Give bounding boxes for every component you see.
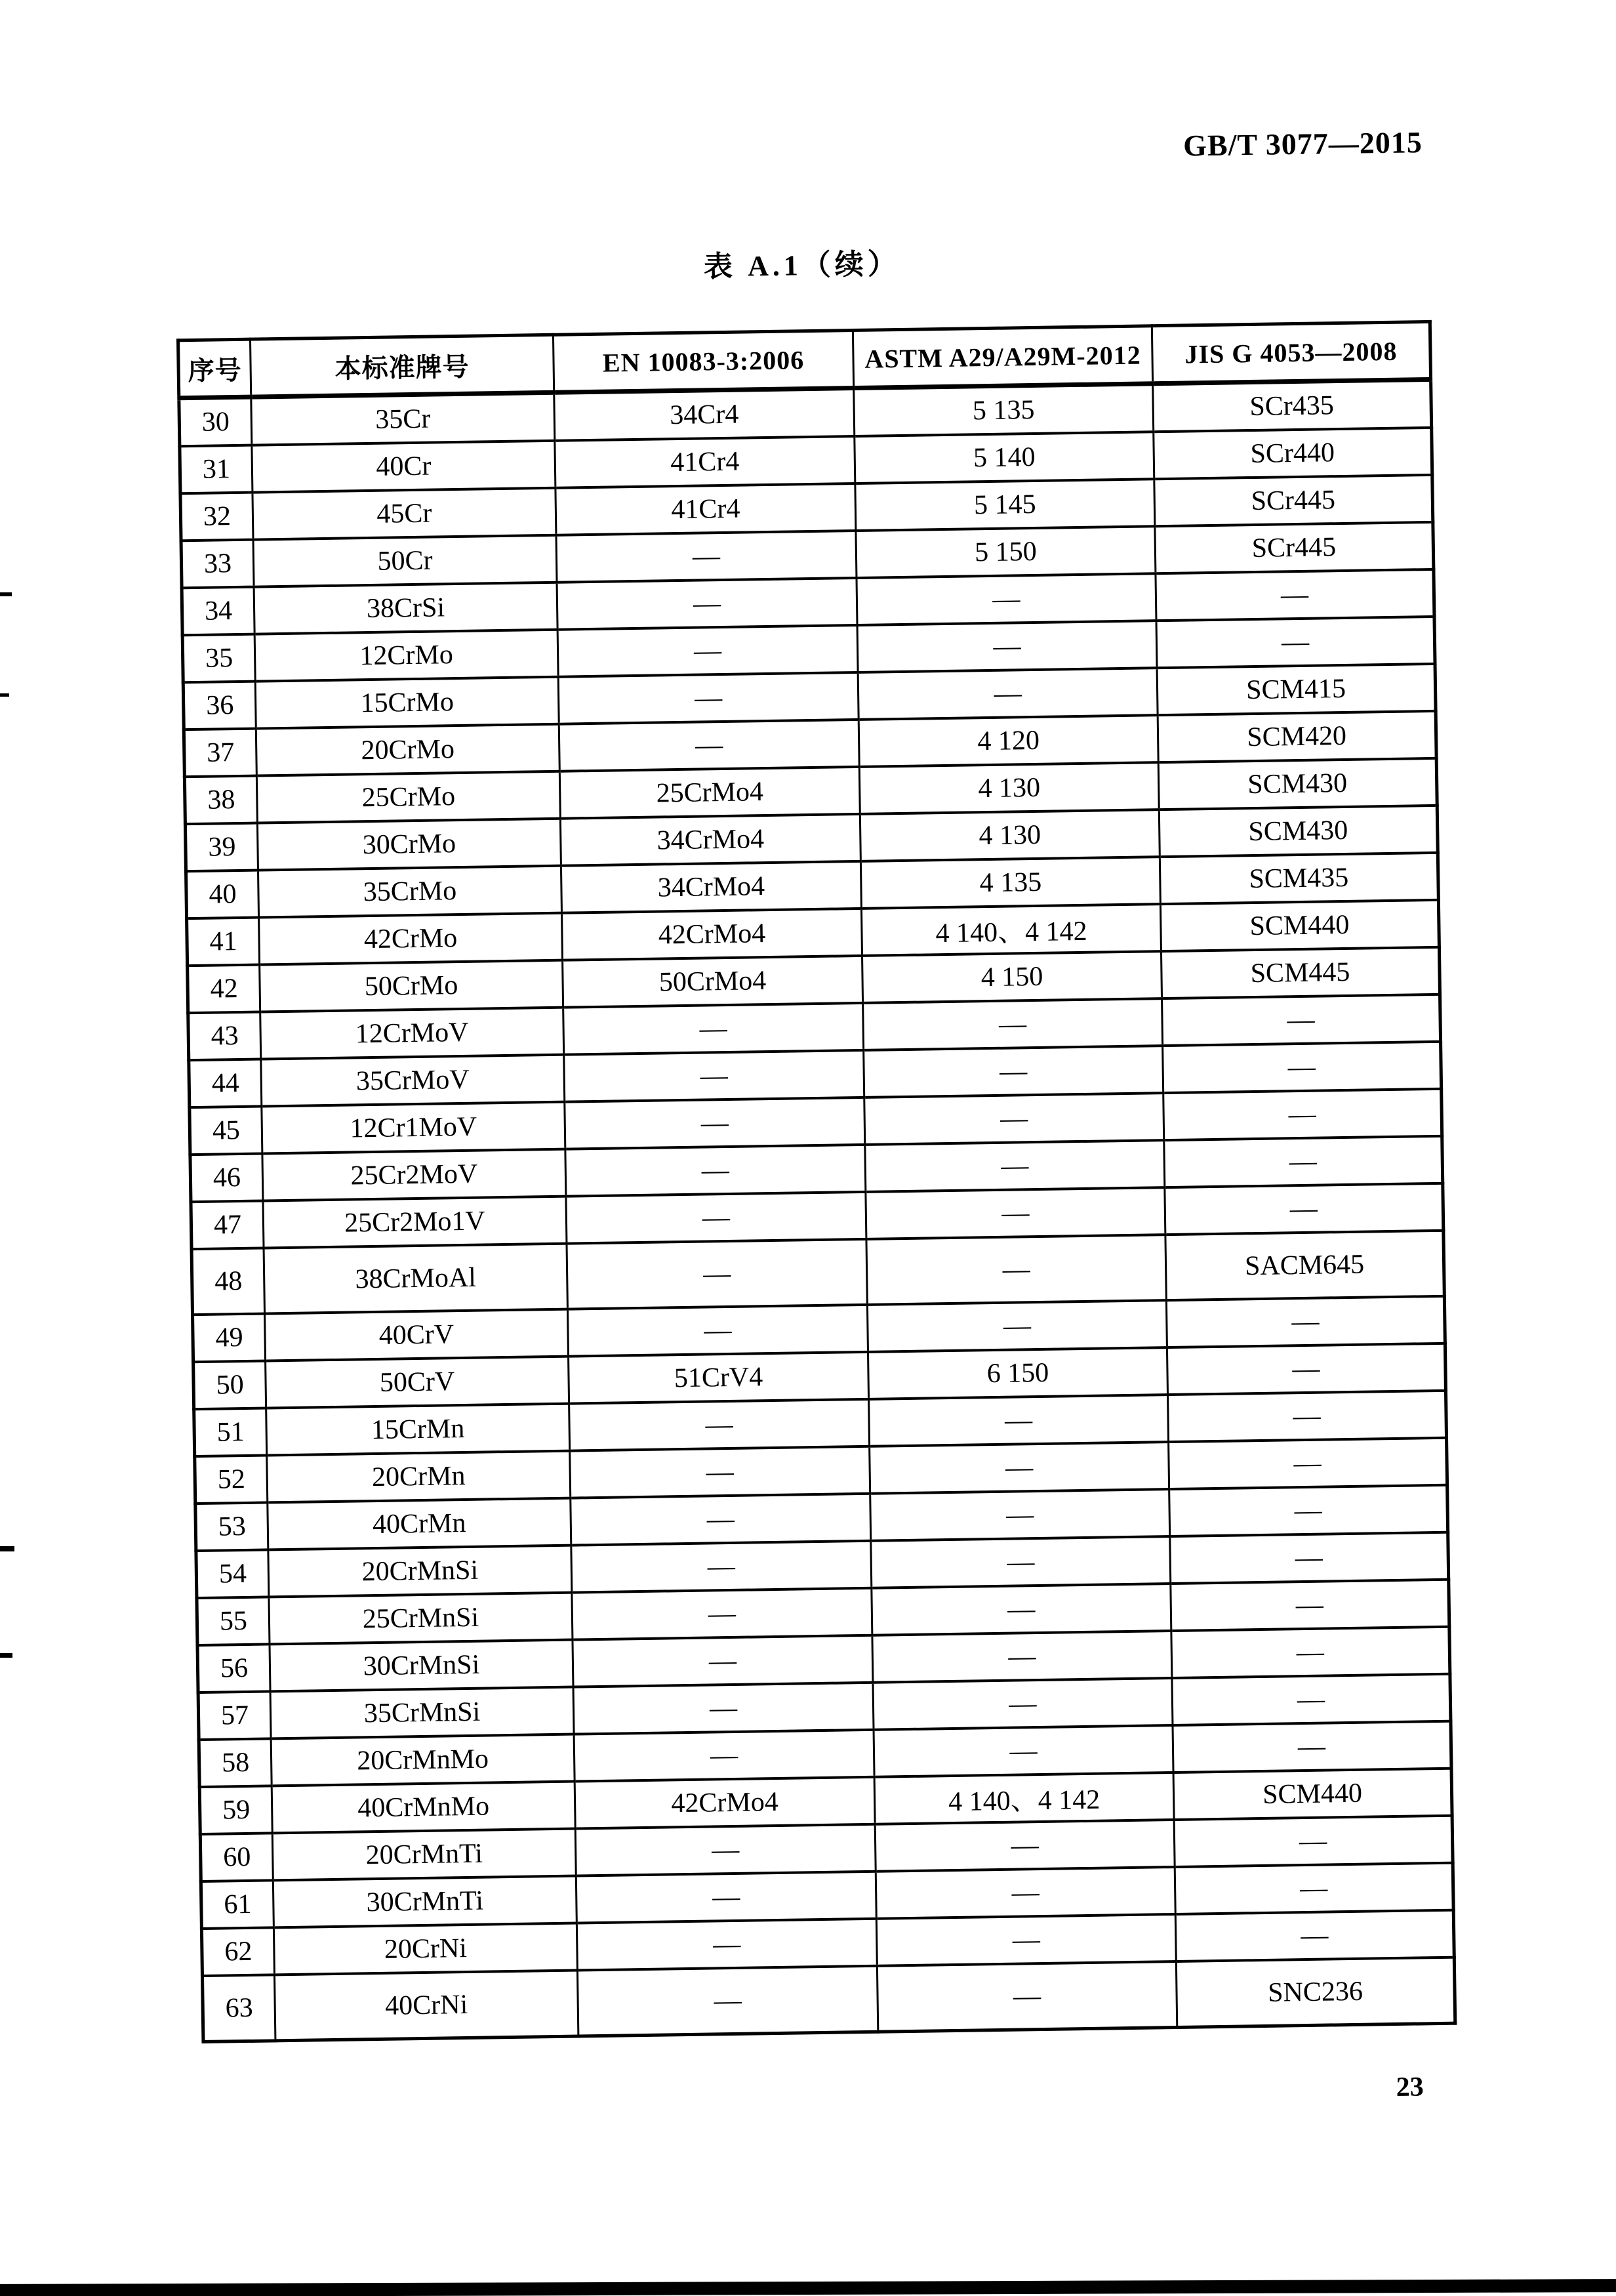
grade-cell: 12Cr1MoV xyxy=(262,1102,565,1154)
grade-cell: 5 150 xyxy=(856,526,1156,578)
grade-cell: SCr440 xyxy=(1154,428,1432,479)
grade-cell: — xyxy=(876,1867,1175,1919)
row-index-cell: 45 xyxy=(190,1107,262,1155)
grade-cell: SCr445 xyxy=(1155,522,1434,573)
row-index-cell: 58 xyxy=(199,1738,272,1787)
grade-cell: SACM645 xyxy=(1165,1231,1444,1300)
grade-cell: 25Cr2Mo1V xyxy=(263,1197,567,1248)
grade-cell: 51CrV4 xyxy=(569,1352,869,1404)
row-index-cell: 36 xyxy=(183,682,256,730)
column-header-2: EN 10083-3:2006 xyxy=(553,331,853,393)
grade-cell: 40CrV xyxy=(265,1309,569,1361)
column-header-1: 本标准牌号 xyxy=(250,335,554,397)
row-index-cell: 39 xyxy=(185,823,258,872)
row-index-cell: 30 xyxy=(179,397,252,446)
grade-cell: — xyxy=(870,1442,1169,1494)
grade-cell: — xyxy=(857,621,1157,672)
grade-cell: — xyxy=(574,1730,874,1782)
grade-cell: — xyxy=(874,1725,1173,1777)
grade-cell: — xyxy=(864,1093,1164,1145)
grade-cell: 25CrMnSi xyxy=(269,1593,573,1645)
grade-cell: 30CrMnTi xyxy=(273,1876,576,1928)
grade-cell: — xyxy=(559,720,859,771)
row-index-cell: 55 xyxy=(197,1597,270,1645)
row-index-cell: 47 xyxy=(191,1201,264,1250)
grade-cell: — xyxy=(1166,1296,1445,1347)
column-header-0: 序号 xyxy=(178,339,251,398)
grade-cell: — xyxy=(857,573,1156,625)
grade-cell: — xyxy=(567,1239,867,1309)
grade-cell: 50Cr xyxy=(253,535,557,587)
grade-cell: SCr435 xyxy=(1153,379,1432,432)
grade-cell: — xyxy=(858,668,1158,720)
grade-cell: SNC236 xyxy=(1176,1958,1455,2028)
grade-cell: — xyxy=(1164,1136,1443,1187)
grade-cell: — xyxy=(1165,1183,1444,1235)
grade-cell: — xyxy=(1169,1438,1447,1489)
grade-cell: 45Cr xyxy=(253,488,556,540)
grade-cell: — xyxy=(875,1820,1175,1872)
grade-cell: — xyxy=(566,1192,866,1244)
grade-cell: — xyxy=(557,578,857,630)
grade-cell: — xyxy=(571,1494,871,1546)
grade-cell: SCM430 xyxy=(1158,758,1437,810)
scan-edge-mark xyxy=(0,1653,12,1658)
grade-cell: — xyxy=(564,1050,864,1102)
grade-cell: — xyxy=(871,1536,1171,1588)
grade-cell: 40Cr xyxy=(252,441,556,493)
grade-cell: 12CrMo xyxy=(254,630,558,682)
grade-cell: — xyxy=(869,1395,1169,1446)
grade-cell: 25CrMo xyxy=(256,771,560,823)
grade-cell: SCr445 xyxy=(1154,475,1433,526)
grade-cell: — xyxy=(873,1678,1173,1730)
grade-cell: — xyxy=(565,1097,865,1149)
grade-cell: — xyxy=(1169,1485,1448,1536)
grade-cell: 42CrMo4 xyxy=(562,909,862,960)
row-index-cell: 54 xyxy=(196,1549,269,1598)
row-index-cell: 41 xyxy=(187,918,260,966)
grade-cell: 41Cr4 xyxy=(556,483,856,535)
grade-cell: — xyxy=(1175,1863,1453,1914)
row-index-cell: 38 xyxy=(184,776,257,825)
grade-cell: — xyxy=(867,1300,1167,1352)
row-index-cell: 42 xyxy=(188,965,260,1014)
grade-cell: — xyxy=(872,1584,1171,1635)
grade-cell: — xyxy=(1163,1089,1442,1140)
column-header-3: ASTM A29/A29M-2012 xyxy=(853,326,1152,388)
grade-cell: — xyxy=(877,1961,1177,2032)
grade-cell: 40CrNi xyxy=(274,1971,578,2041)
grade-cell: 34Cr4 xyxy=(554,388,855,441)
grade-cell: 4 135 xyxy=(860,857,1160,909)
grade-cell: 50CrMo4 xyxy=(563,956,863,1008)
grade-cell: — xyxy=(1171,1627,1450,1678)
grade-cell: 4 150 xyxy=(862,951,1162,1003)
grade-cell: SCM440 xyxy=(1160,900,1439,951)
grade-cell: 25Cr2MoV xyxy=(262,1149,566,1201)
row-index-cell: 44 xyxy=(189,1059,262,1108)
grade-cell: — xyxy=(1172,1674,1451,1725)
column-header-4: JIS G 4053—2008 xyxy=(1152,321,1430,383)
row-index-cell: 35 xyxy=(182,634,255,683)
row-index-cell: 59 xyxy=(199,1786,272,1834)
grade-cell: 5 140 xyxy=(855,432,1154,483)
scan-edge-mark xyxy=(0,693,9,697)
grade-cell: 50CrV xyxy=(266,1357,569,1408)
row-index-cell: 43 xyxy=(188,1012,261,1061)
grade-cell: — xyxy=(1156,617,1435,668)
row-index-cell: 56 xyxy=(197,1644,270,1692)
grade-cell: — xyxy=(1171,1580,1449,1631)
grade-cell: 20CrMnMo xyxy=(271,1734,575,1786)
row-index-cell: 53 xyxy=(195,1502,268,1551)
grade-cell: — xyxy=(1174,1816,1453,1867)
grade-cell: — xyxy=(576,1872,876,1923)
grade-cell: 12CrMoV xyxy=(260,1008,564,1059)
grade-cell: — xyxy=(565,1145,866,1197)
grade-cell: 38CrMoAl xyxy=(264,1244,567,1314)
grade-cell: 20CrMnSi xyxy=(268,1546,572,1597)
row-index-cell: 50 xyxy=(193,1361,266,1409)
grade-cell: — xyxy=(865,1140,1165,1192)
row-index-cell: 37 xyxy=(184,729,256,777)
row-index-cell: 60 xyxy=(200,1833,273,1881)
grade-cell: — xyxy=(572,1588,872,1640)
grade-cell: — xyxy=(1168,1391,1447,1442)
row-index-cell: 40 xyxy=(186,871,258,919)
row-index-cell: 32 xyxy=(180,493,253,541)
row-index-cell: 34 xyxy=(182,587,254,636)
equivalence-table xyxy=(176,320,1457,2043)
row-index-cell: 62 xyxy=(201,1927,274,1976)
grade-cell: SCM420 xyxy=(1158,711,1436,762)
grade-cell: 35CrMo xyxy=(258,866,561,918)
grade-cell: — xyxy=(864,1046,1163,1097)
row-index-cell: 48 xyxy=(192,1248,264,1315)
grade-cell: 35CrMnSi xyxy=(270,1687,574,1739)
grade-cell: 5 135 xyxy=(854,384,1154,436)
grade-cell: — xyxy=(570,1446,870,1498)
grade-cell: 20CrMnTi xyxy=(272,1829,576,1881)
grade-cell: — xyxy=(571,1541,872,1593)
grade-cell: — xyxy=(1163,1042,1442,1093)
grade-cell: 30CrMo xyxy=(257,819,561,871)
row-index-cell: 33 xyxy=(181,540,254,588)
page-number: 23 xyxy=(1396,2072,1424,2103)
grade-cell: — xyxy=(567,1305,868,1357)
grade-cell: 15CrMn xyxy=(266,1404,570,1456)
grade-cell: 4 130 xyxy=(860,810,1160,861)
grade-cell: — xyxy=(876,1914,1176,1966)
grade-cell: 42CrMo xyxy=(259,913,563,965)
grade-cell: 30CrMnSi xyxy=(270,1640,573,1692)
grade-cell: — xyxy=(1167,1343,1445,1395)
row-index-cell: 57 xyxy=(198,1691,271,1740)
row-index-cell: 51 xyxy=(194,1408,267,1456)
grade-cell: 15CrMo xyxy=(255,677,559,729)
grade-cell: 50CrMo xyxy=(260,960,563,1012)
grade-cell: 20CrMn xyxy=(267,1451,571,1503)
grade-cell: 5 145 xyxy=(855,479,1155,531)
grade-cell: SCM435 xyxy=(1160,853,1438,904)
grade-cell: — xyxy=(1156,569,1434,621)
grade-cell: 34CrMo4 xyxy=(560,814,860,866)
grade-cell: — xyxy=(558,672,859,724)
row-index-cell: 63 xyxy=(202,1975,275,2041)
grade-cell: — xyxy=(866,1187,1165,1239)
grade-cell: 25CrMo4 xyxy=(559,767,860,819)
row-index-cell: 61 xyxy=(201,1880,273,1929)
grade-cell: 4 140、4 142 xyxy=(874,1773,1174,1824)
grade-cell: — xyxy=(1173,1721,1451,1773)
scan-edge-mark xyxy=(0,592,12,596)
row-index-cell: 52 xyxy=(195,1455,268,1504)
grade-cell: 40CrMnMo xyxy=(272,1782,575,1834)
standard-code-header: GB/T 3077—2015 xyxy=(1182,125,1423,163)
grade-cell: — xyxy=(866,1235,1166,1305)
table-body xyxy=(179,379,1455,2041)
grade-cell: 35CrMoV xyxy=(261,1055,565,1107)
grade-cell: — xyxy=(563,1003,864,1055)
grade-cell: — xyxy=(577,1966,878,2036)
grade-cell: — xyxy=(573,1635,873,1687)
grade-cell: SCM415 xyxy=(1157,664,1436,715)
grade-cell: 38CrSi xyxy=(254,583,557,634)
grade-cell: — xyxy=(569,1399,870,1451)
scan-edge-mark xyxy=(0,1546,14,1551)
grade-cell: 4 140、4 142 xyxy=(861,904,1161,956)
grade-cell: — xyxy=(1175,1910,1454,1961)
grade-cell: 4 130 xyxy=(859,762,1159,814)
grade-cell: — xyxy=(556,531,857,583)
grade-cell: SCM440 xyxy=(1173,1769,1452,1820)
grade-cell: — xyxy=(863,998,1163,1050)
grade-cell: 20CrMo xyxy=(256,724,559,776)
grade-cell: — xyxy=(557,625,858,677)
grade-cell: — xyxy=(575,1824,876,1876)
grade-cell: 35Cr xyxy=(251,392,555,445)
row-index-cell: 31 xyxy=(180,445,253,494)
grade-cell: 40CrMn xyxy=(268,1498,571,1550)
grade-cell: — xyxy=(872,1631,1172,1683)
grade-cell: — xyxy=(1170,1532,1449,1584)
grade-cell: 42CrMo4 xyxy=(575,1777,875,1829)
grade-cell: — xyxy=(1162,994,1441,1046)
grade-cell: 4 120 xyxy=(859,715,1158,767)
grade-cell: 41Cr4 xyxy=(555,436,855,488)
grade-cell: — xyxy=(870,1489,1170,1541)
grade-cell: 20CrNi xyxy=(273,1923,577,1975)
grade-cell: — xyxy=(573,1683,874,1734)
row-index-cell: 49 xyxy=(193,1313,266,1362)
grade-cell: SCM430 xyxy=(1159,806,1438,857)
grade-cell: SCM445 xyxy=(1161,947,1440,998)
grade-cell: — xyxy=(576,1919,877,1971)
table-title: 表 A.1（续） xyxy=(703,247,901,283)
grade-cell: 34CrMo4 xyxy=(561,861,861,913)
row-index-cell: 46 xyxy=(190,1154,263,1202)
grade-cell: 6 150 xyxy=(868,1347,1167,1399)
